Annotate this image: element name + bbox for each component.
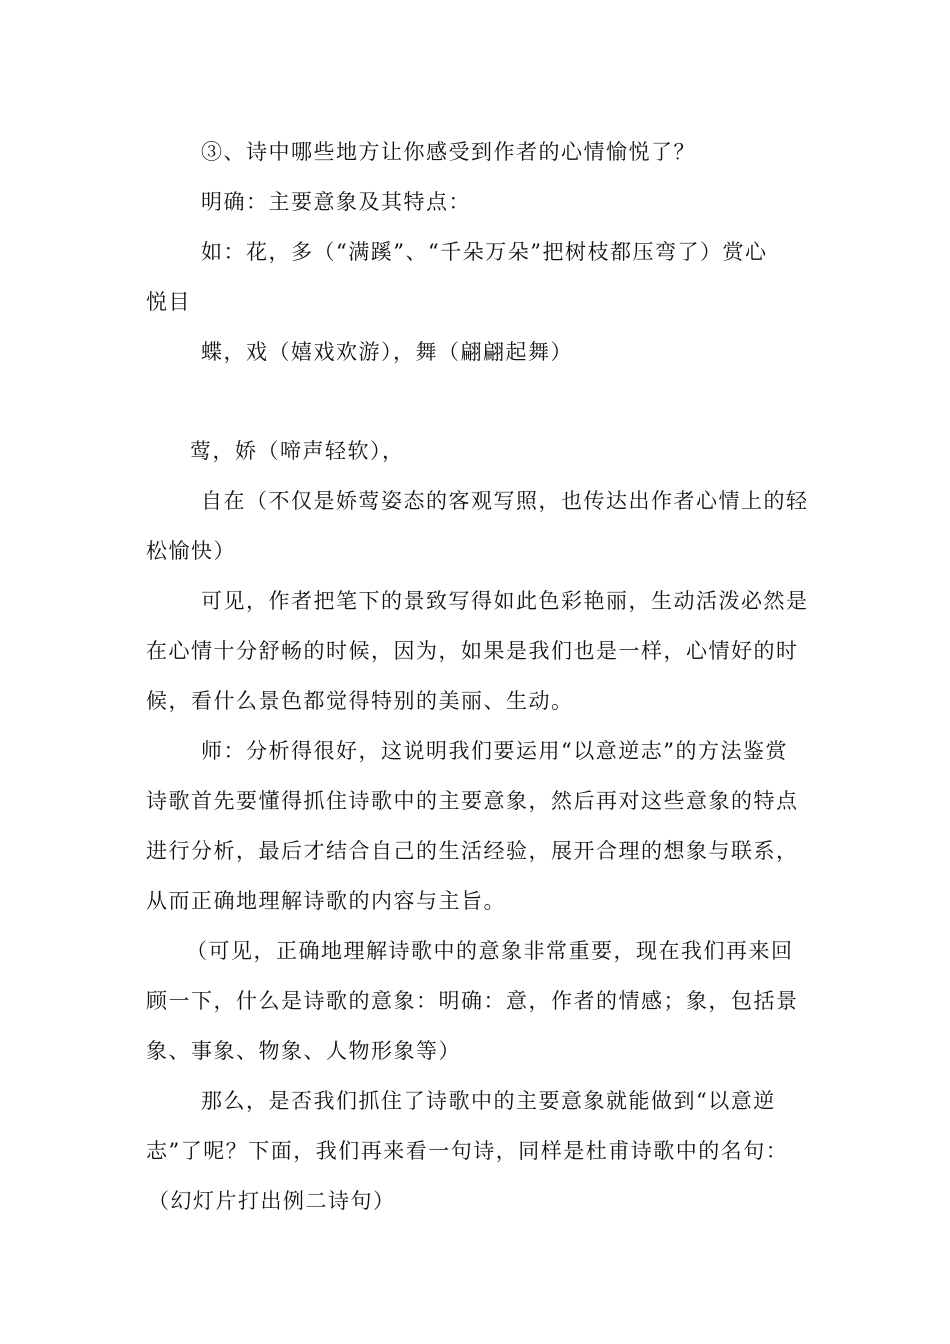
body-line: 顾一下，什么是诗歌的意象：明确：意，作者的情感；象，包括景 [146, 989, 799, 1013]
body-line: 如：花，多（“满蹊”、“千朵万朵”把树枝都压弯了）赏心 [201, 240, 768, 264]
body-line: 在心情十分舒畅的时候，因为，如果是我们也是一样，心情好的时 [146, 639, 799, 663]
question-line: ③、诗中哪些地方让你感受到作者的心情愉悦了？ [201, 140, 696, 164]
body-line: 候，看什么景色都觉得特别的美丽、生动。 [146, 689, 574, 713]
body-line: 志”了呢？下面，我们再来看一句诗，同样是杜甫诗歌中的名句： [146, 1139, 789, 1163]
body-line: 从而正确地理解诗歌的内容与主旨。 [146, 889, 506, 913]
body-line: 那么，是否我们抓住了诗歌中的主要意象就能做到“以意逆 [201, 1089, 776, 1113]
body-line: （可见，正确地理解诗歌中的意象非常重要，现在我们再来回 [186, 939, 794, 963]
body-line: 松愉快） [146, 539, 236, 563]
body-line: 悦目 [146, 290, 191, 314]
body-line: 蝶，戏（嬉戏欢游），舞（翩翩起舞） [201, 340, 573, 364]
body-line: 可见，作者把笔下的景致写得如此色彩艳丽，生动活泼必然是 [201, 589, 809, 613]
body-line: 诗歌首先要懂得抓住诗歌中的主要意象，然后再对这些意象的特点 [146, 789, 799, 813]
body-line: 莺，娇（啼声轻软）， [190, 439, 405, 463]
body-line: 象、事象、物象、人物形象等） [146, 1039, 461, 1063]
body-line: （幻灯片打出例二诗句） [148, 1189, 396, 1213]
body-line: 师：分析得很好，这说明我们要运用“以意逆志”的方法鉴赏 [201, 739, 788, 763]
body-line: 自在（不仅是娇莺姿态的客观写照，也传达出作者心情上的轻 [201, 489, 809, 513]
body-line: 进行分析，最后才结合自己的生活经验，展开合理的想象与联系， [146, 839, 799, 863]
answer-heading: 明确：主要意象及其特点： [201, 190, 471, 214]
